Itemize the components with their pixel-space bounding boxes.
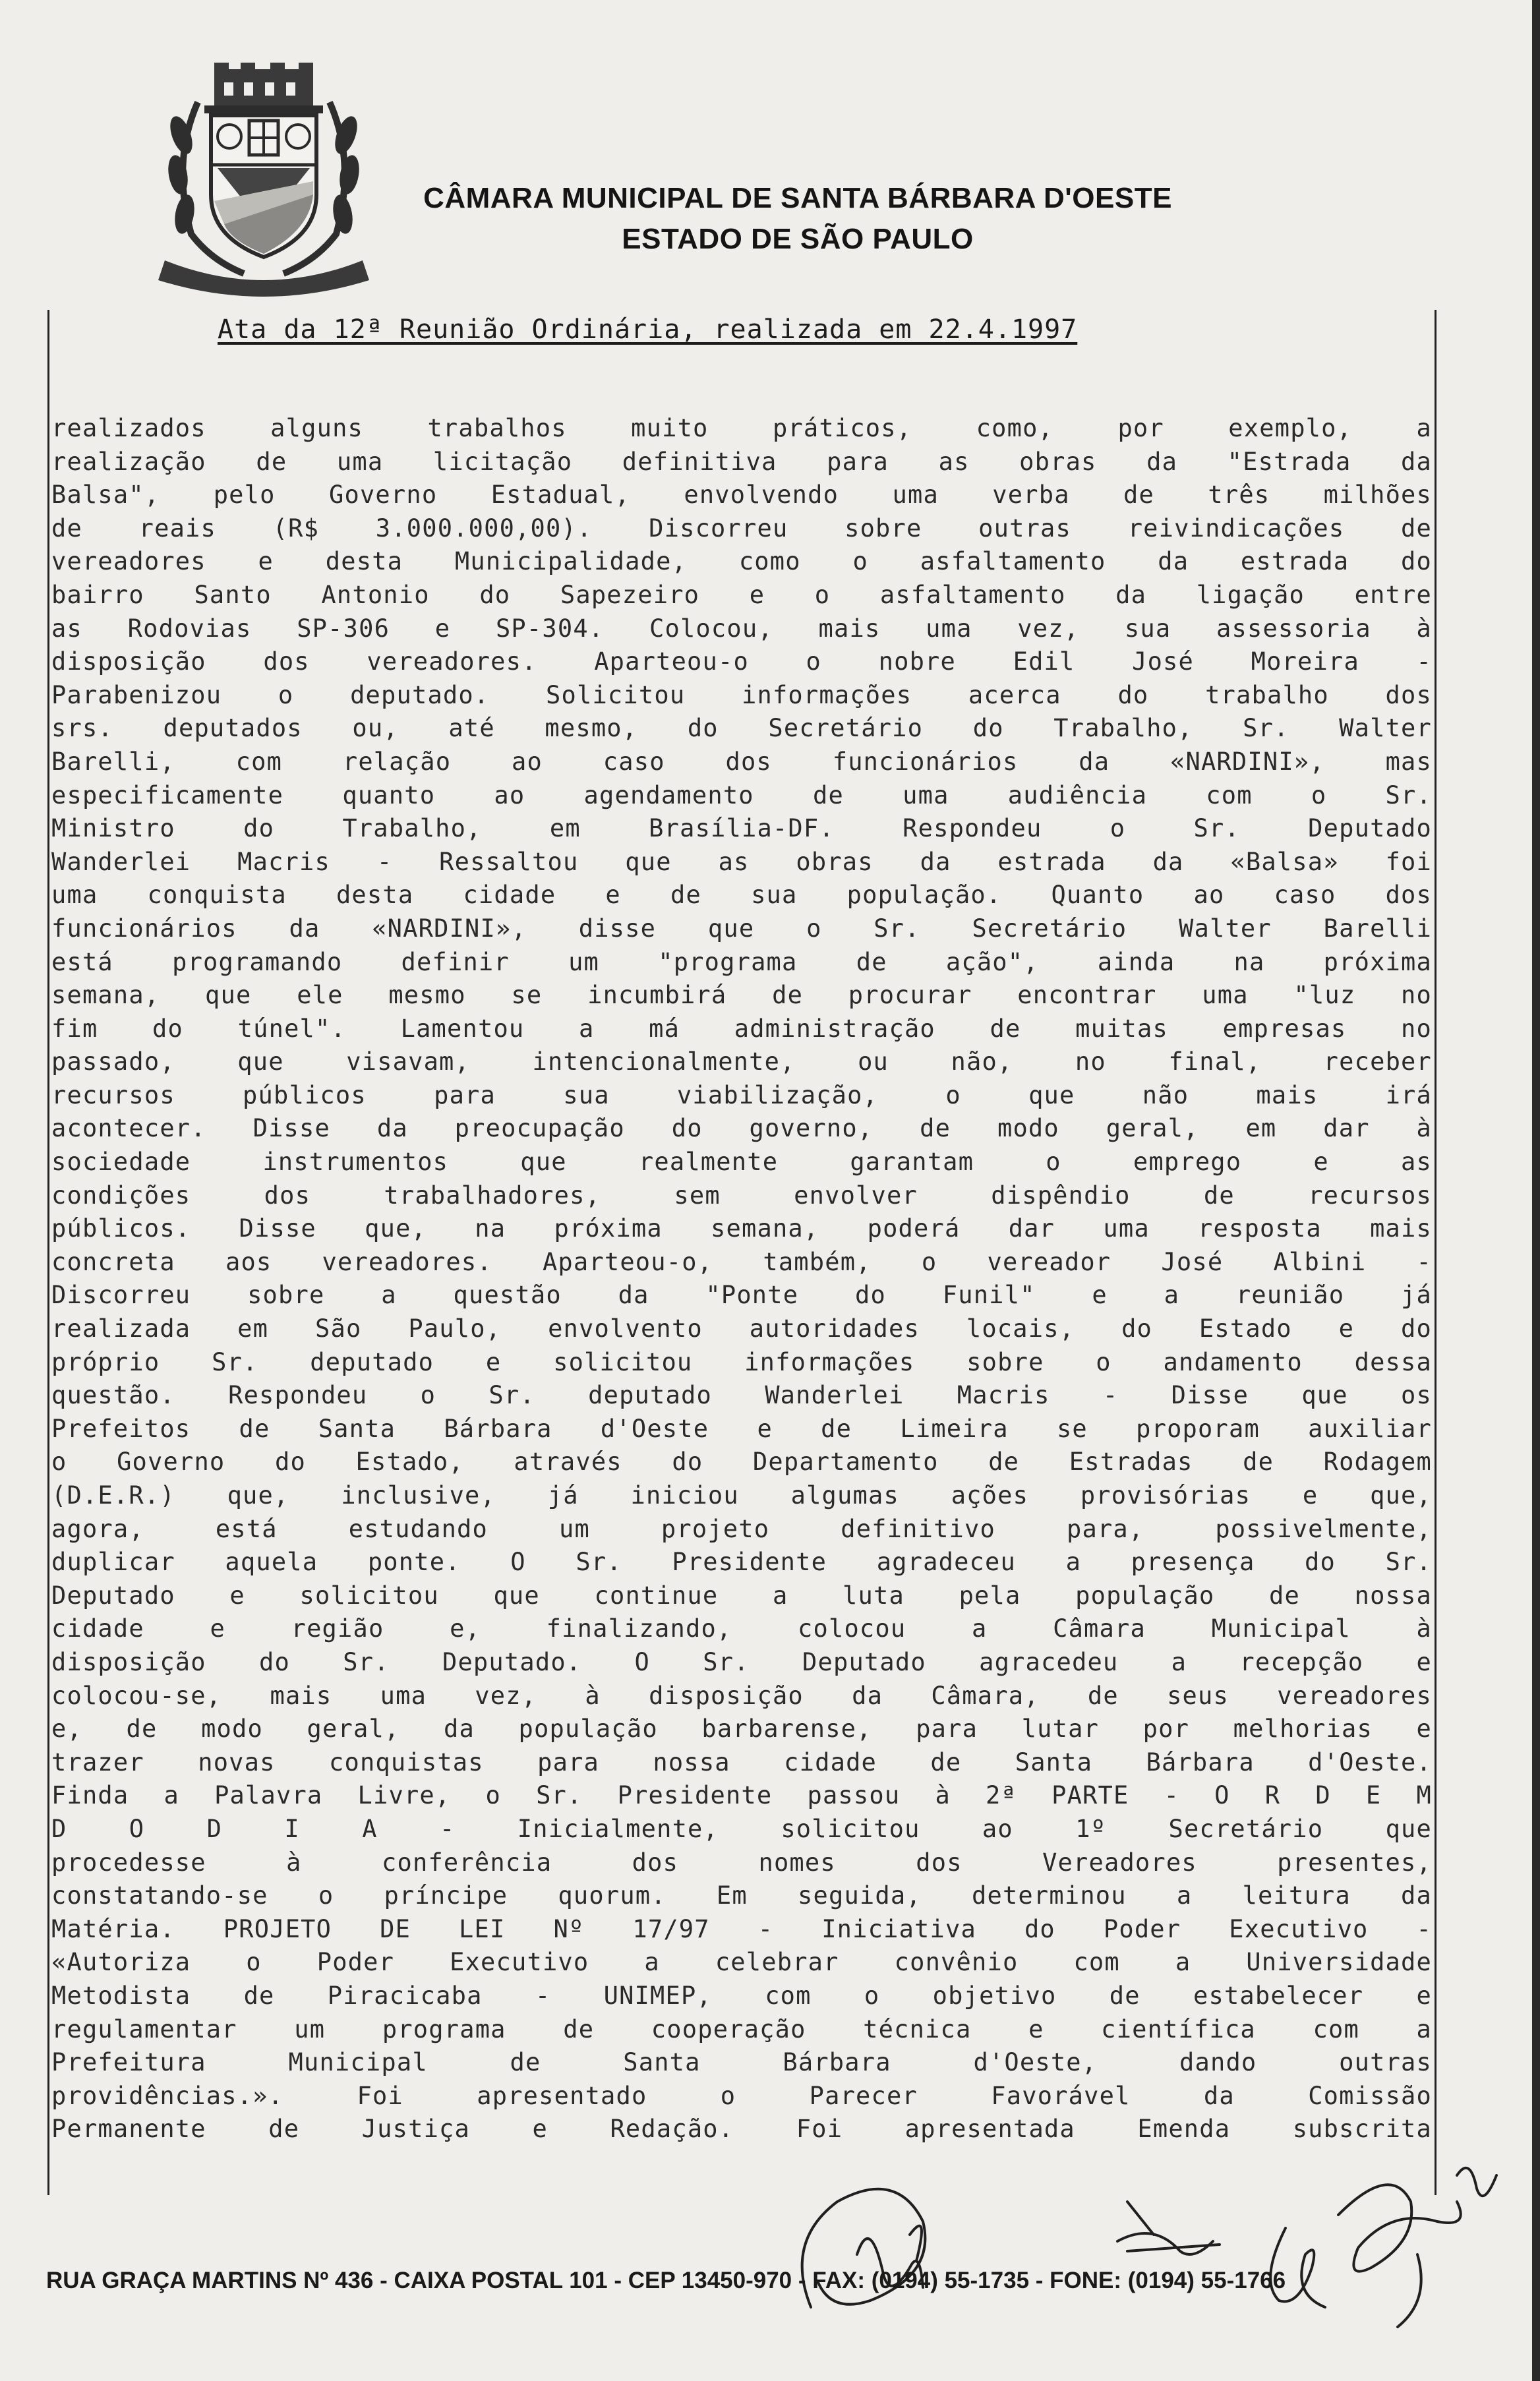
body-line: disposição do Sr. Deputado. O Sr. Deputado agracedeu a recepção e xyxy=(51,1647,1432,1676)
body-line: Matéria. PROJETO DE LEI Nº 17/97 - Iniciativa do Poder Executivo - xyxy=(51,1914,1432,1943)
body-line: próprio Sr. deputado e solicitou informações sobre o andamento dessa xyxy=(51,1347,1432,1376)
coat-of-arms-emblem xyxy=(152,63,376,303)
body-line: concreta aos vereadores. Aparteou-o, também, o vereador José Albini - xyxy=(51,1247,1432,1276)
right-border-line xyxy=(1435,310,1436,2195)
body-line: está programando definir um "programa de ação", ainda na próxima xyxy=(51,947,1432,976)
left-border-line xyxy=(47,310,49,2195)
body-line: e, de modo geral, da população barbarense, para lutar por melhorias e xyxy=(51,1715,1432,1744)
body-line: realizados alguns trabalhos muito práticos, como, por exemplo, a xyxy=(51,414,1432,442)
body-line: condições dos trabalhadores, sem envolver dispêndio de recursos xyxy=(51,1181,1432,1210)
body-line: srs. deputados ou, até mesmo, do Secretário do Trabalho, Sr. Walter xyxy=(51,714,1432,743)
institution-header xyxy=(369,178,1226,260)
minutes-title: Ata da 12ª Reunião Ordinária, realizada em 22.4.1997 xyxy=(218,314,1078,345)
scan-edge-shadow xyxy=(1532,0,1540,2381)
body-line: (D.E.R.) que, inclusive, já iniciou algumas ações provisórias e que, xyxy=(51,1481,1432,1510)
body-line: Permanente de Justiça e Redação. Foi apresentada Emenda subscrita xyxy=(51,2115,1432,2144)
minutes-body xyxy=(51,412,1432,2146)
body-line: recursos públicos para sua viabilização, o que não mais irá xyxy=(51,1080,1432,1109)
body-line: Metodista de Piracicaba - UNIMEP, com o objetivo de estabelecer e xyxy=(51,1981,1432,2010)
body-line: públicos. Disse que, na próxima semana, poderá dar uma resposta mais xyxy=(51,1214,1432,1243)
body-line: bairro Santo Antonio do Sapezeiro e o asfaltamento da ligação entre xyxy=(51,580,1432,609)
body-line: realizada em São Paulo, envolvento autoridades locais, do Estado e do xyxy=(51,1314,1432,1343)
body-line: vereadores e desta Municipalidade, como o asfaltamento da estrada do xyxy=(51,547,1432,576)
body-line: procedesse à conferência dos nomes dos Vereadores presentes, xyxy=(51,1848,1432,1877)
body-line: fim do túnel". Lamentou a má administração de muitas empresas no xyxy=(51,1014,1432,1043)
body-line: passado, que visavam, intencionalmente, ou não, no final, receber xyxy=(51,1047,1432,1076)
body-line: trazer novas conquistas para nossa cidade de Santa Bárbara d'Oeste. xyxy=(51,1748,1432,1777)
body-line: Prefeitos de Santa Bárbara d'Oeste e de Limeira se proporam auxiliar xyxy=(51,1414,1432,1443)
body-line: o Governo do Estado, através do Departamento de Estradas de Rodagem xyxy=(51,1448,1432,1477)
body-line: Deputado e solicitou que continue a luta pela população de nossa xyxy=(51,1581,1432,1610)
body-line: regulamentar um programa de cooperação técnica e científica com a xyxy=(51,2014,1432,2043)
body-line: acontecer. Disse da preocupação do governo, de modo geral, em dar à xyxy=(51,1114,1432,1143)
body-line: duplicar aquela ponte. O Sr. Presidente agradeceu a presença do Sr. xyxy=(51,1548,1432,1577)
body-line: Wanderlei Macris - Ressaltou que as obras da estrada da «Balsa» foi xyxy=(51,847,1432,876)
body-line: D O D I A - Inicialmente, solicitou ao 1º Secretário que xyxy=(51,1814,1432,1843)
body-line: disposição dos vereadores. Aparteou-o o nobre Edil José Moreira - xyxy=(51,647,1432,676)
body-line: «Autoriza o Poder Executivo a celebrar convênio com a Universidade xyxy=(51,1948,1432,1977)
footer-address: RUA GRAÇA MARTINS Nº 436 - CAIXA POSTAL 101 - CEP 13450-970 - FAX: (0194) 55-1735 - FONE: (0194) 55-1766 xyxy=(46,2268,1286,2293)
body-line: semana, que ele mesmo se incumbirá de procurar encontrar uma "luz no xyxy=(51,981,1432,1010)
body-line: Finda a Palavra Livre, o Sr. Presidente passou à 2ª PARTE - O R D E M xyxy=(51,1781,1432,1810)
body-line: Ministro do Trabalho, em Brasília-DF. Respondeu o Sr. Deputado xyxy=(51,814,1432,843)
body-line: funcionários da «NARDINI», disse que o Sr. Secretário Walter Barelli xyxy=(51,914,1432,943)
body-line: Discorreu sobre a questão da "Ponte do Funil" e a reunião já xyxy=(51,1281,1432,1310)
body-line: questão. Respondeu o Sr. deputado Wanderlei Macris - Disse que os xyxy=(51,1381,1432,1410)
body-line: cidade e região e, finalizando, colocou a Câmara Municipal à xyxy=(51,1614,1432,1643)
body-line: providências.». Foi apresentado o Parecer Favorável da Comissão xyxy=(51,2081,1432,2110)
body-line: realização de uma licitação definitiva para as obras da "Estrada da xyxy=(51,447,1432,476)
body-line: Prefeitura Municipal de Santa Bárbara d'Oeste, dando outras xyxy=(51,2048,1432,2077)
body-line: Balsa", pelo Governo Estadual, envolvendo uma verba de três milhões xyxy=(51,481,1432,510)
state-name: ESTADO DE SÃO PAULO xyxy=(622,223,974,255)
body-line: Barelli, com relação ao caso dos funcionários da «NARDINI», mas xyxy=(51,747,1432,776)
body-line: uma conquista desta cidade e de sua população. Quanto ao caso dos xyxy=(51,881,1432,910)
body-line: colocou-se, mais uma vez, à disposição da Câmara, de seus vereadores xyxy=(51,1681,1432,1710)
body-line: de reais (R$ 3.000.000,00). Discorreu sobre outras reivindicações de xyxy=(51,514,1432,543)
handwritten-signatures xyxy=(758,2136,1516,2334)
body-line: Parabenizou o deputado. Solicitou informações acerca do trabalho dos xyxy=(51,680,1432,709)
body-line: agora, está estudando um projeto definitivo para, possivelmente, xyxy=(51,1514,1432,1543)
body-line: as Rodovias SP-306 e SP-304. Colocou, mais uma vez, sua assessoria à xyxy=(51,614,1432,643)
institution-name: CÂMARA MUNICIPAL DE SANTA BÁRBARA D'OESTE xyxy=(423,182,1172,214)
body-line: especificamente quanto ao agendamento de uma audiência com o Sr. xyxy=(51,780,1432,809)
body-line: sociedade instrumentos que realmente garantam o emprego e as xyxy=(51,1148,1432,1177)
body-line: constatando-se o príncipe quorum. Em seguida, determinou a leitura da xyxy=(51,1881,1432,1910)
